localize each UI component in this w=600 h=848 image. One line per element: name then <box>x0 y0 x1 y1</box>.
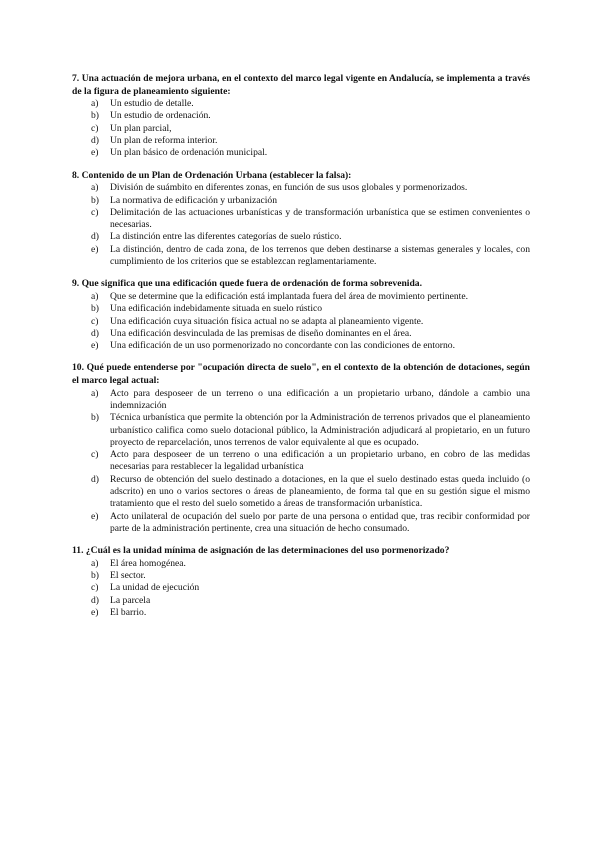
options-list <box>72 98 530 159</box>
option-d <box>72 474 530 511</box>
option-text: Un plan parcial, <box>110 122 172 134</box>
option-letter: c) <box>91 122 99 134</box>
option-e <box>72 244 530 269</box>
option-letter: d) <box>91 135 99 147</box>
option-e <box>72 511 530 536</box>
question-title: 9. Que significa que una edificación quede fuera de ordenación de forma sobrevenida. <box>72 278 422 290</box>
option-a <box>72 558 530 570</box>
option-letter: e) <box>91 340 99 352</box>
option-b <box>72 412 530 449</box>
option-letter: a) <box>91 557 99 569</box>
option-text: Delimitación de las actuaciones urbanísticas y de transformación urbanística que se estimen convenientes o necesarias. <box>110 206 530 231</box>
option-letter: c) <box>91 315 99 327</box>
option-letter: e) <box>91 243 99 255</box>
option-b <box>72 110 530 122</box>
option-a <box>72 182 530 194</box>
option-c <box>72 207 530 232</box>
option-letter: a) <box>91 98 99 110</box>
option-e <box>72 340 530 352</box>
option-text: La distinción, dentro de cada zona, de los terrenos que deben destinarse a sistemas generales y locales, con cumplimiento de los criterios que se establezcan reglamentariamente. <box>110 243 530 268</box>
document-page <box>72 73 530 625</box>
option-text: La normativa de edificación y urbanización <box>110 194 278 206</box>
option-letter: b) <box>91 110 99 122</box>
option-text: División de suámbito en diferentes zonas, en función de sus usos globales y pormenorizados. <box>110 182 468 194</box>
option-d <box>72 135 530 147</box>
option-text: La distinción entre las diferentes categorías de suelo rústico. <box>110 231 342 243</box>
option-letter: a) <box>91 182 99 194</box>
question-10 <box>72 362 530 535</box>
option-c <box>72 316 530 328</box>
options-list <box>72 291 530 352</box>
option-e <box>72 607 530 619</box>
question-8 <box>72 170 530 269</box>
question-title: 7. Una actuación de mejora urbana, en el contexto del marco legal vigente en Andalucía, se implementa a través de la figura de planeamiento siguiente: <box>72 73 530 97</box>
option-d <box>72 595 530 607</box>
option-text: Acto para desposeer de un terreno o una edificación a un propietario urbano, en cobro de las medidas necesarias para restablecer la legalidad urbanística <box>110 449 530 473</box>
option-b <box>72 570 530 582</box>
option-text: Un plan de reforma interior. <box>110 135 218 147</box>
option-letter: e) <box>91 606 99 618</box>
option-letter: e) <box>91 147 99 159</box>
option-text: Acto para desposeer de un terreno o una edificación a un propietario urbano, dándole a cambio una indemnización <box>110 387 530 411</box>
option-letter: c) <box>91 582 99 594</box>
option-text: Un estudio de detalle. <box>110 98 194 110</box>
options-list <box>72 182 530 268</box>
option-letter: c) <box>91 206 99 218</box>
option-text: Una edificación desvinculada de las premisas de diseño dominantes en el área. <box>110 327 412 339</box>
option-text: La parcela <box>110 594 151 606</box>
option-letter: e) <box>91 510 99 522</box>
option-letter: a) <box>91 290 99 302</box>
option-text: El barrio. <box>110 606 147 618</box>
option-text: Una edificación indebidamente situada en suelo rústico <box>110 303 323 315</box>
option-text: Un plan básico de ordenación municipal. <box>110 147 268 159</box>
option-text: Que se determine que la edificación está implantada fuera del área de movimiento pertinente. <box>110 290 469 302</box>
options-list <box>72 388 530 536</box>
option-text: La unidad de ejecución <box>110 582 200 594</box>
option-letter: b) <box>91 194 99 206</box>
question-11 <box>72 545 530 619</box>
option-a <box>72 98 530 110</box>
option-b <box>72 195 530 207</box>
option-d <box>72 231 530 243</box>
question-title: 10. Qué puede entenderse por "ocupación directa de suelo", en el contexto de la obtención de dotaciones, según el marco legal actual: <box>72 362 530 387</box>
option-letter: d) <box>91 327 99 339</box>
option-text: Recurso de obtención del suelo destinado a dotaciones, en la que el suelo destinado estas queda incluido (o adscrito) en uno o varios sectores o áreas de planeamiento, de forma tal que en su gestión sigue el mismo tratamiento que el resto del suelo sometido a áreas de transformación urbanística. <box>110 473 530 510</box>
option-c <box>72 449 530 474</box>
option-letter: b) <box>91 570 99 582</box>
question-title: 11. ¿Cuál es la unidad mínima de asignación de las determinaciones del uso pormenorizado? <box>72 545 450 557</box>
option-b <box>72 303 530 315</box>
option-a <box>72 291 530 303</box>
option-a <box>72 388 530 413</box>
option-text: Una edificación de un uso pormenorizado no concordante con las condiciones de entorno. <box>110 340 455 352</box>
question-9 <box>72 278 530 352</box>
option-e <box>72 147 530 159</box>
option-letter: a) <box>91 387 99 399</box>
option-letter: d) <box>91 473 99 485</box>
option-letter: c) <box>91 449 99 461</box>
option-text: El sector. <box>110 570 146 582</box>
question-7 <box>72 73 530 160</box>
option-letter: b) <box>91 303 99 315</box>
option-text: Un estudio de ordenación. <box>110 110 211 122</box>
option-letter: b) <box>91 412 99 424</box>
option-text: Una edificación cuya situación física actual no se adapta al planeamiento vigente. <box>110 315 424 327</box>
option-text: Técnica urbanística que permite la obtención por la Administración de terrenos privados que el planeamiento urbanístico califica como suelo dotacional público, la Administración adjudicará al propietario, en un futuro proyecto de reparcelación, unos terrenos de valor equivalente al que es ocupado. <box>110 412 530 448</box>
option-c <box>72 582 530 594</box>
option-text: Acto unilateral de ocupación del suelo por parte de una persona o entidad que, tras recibir conformidad por parte de la administración pertinente, crea una situación de hecho consumado. <box>110 510 530 534</box>
option-d <box>72 328 530 340</box>
option-c <box>72 123 530 135</box>
option-text: El área homogénea. <box>110 557 186 569</box>
option-letter: d) <box>91 231 99 243</box>
options-list <box>72 558 530 619</box>
option-letter: d) <box>91 594 99 606</box>
question-title: 8. Contenido de un Plan de Ordenación Urbana (establecer la falsa): <box>72 169 352 181</box>
